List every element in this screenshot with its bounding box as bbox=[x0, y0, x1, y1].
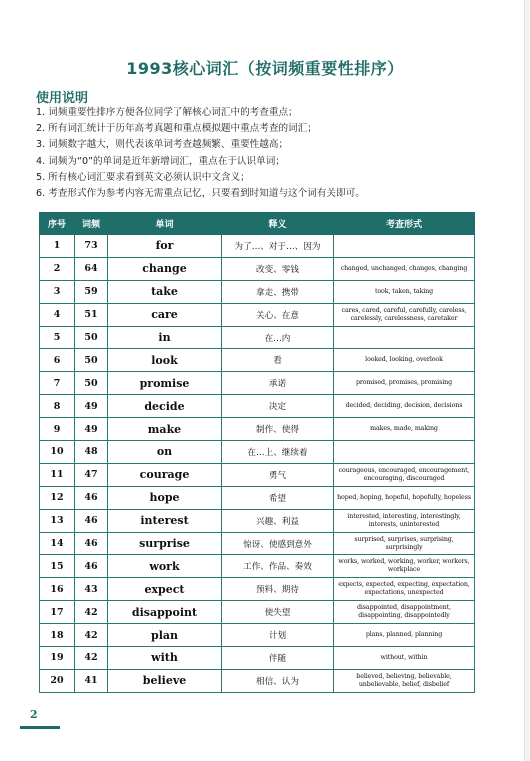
cell-forms: makes, made, making bbox=[334, 418, 475, 441]
cell-definition: 制作、使得 bbox=[222, 418, 334, 441]
cell-number: 11 bbox=[40, 463, 75, 486]
cell-definition: 为了…、对于…、因为 bbox=[222, 235, 334, 258]
cell-frequency: 42 bbox=[75, 624, 108, 647]
cell-frequency: 73 bbox=[75, 235, 108, 258]
usage-note: 4. 词频为“0”的单词是近年新增词汇，重点在于认识单词； bbox=[36, 155, 285, 167]
cell-number: 12 bbox=[40, 486, 75, 509]
cell-frequency: 64 bbox=[75, 257, 108, 280]
cell-forms: believed, believing, believable, unbelievable, belief, disbelief bbox=[334, 669, 475, 692]
table-row bbox=[40, 326, 475, 349]
cell-frequency: 59 bbox=[75, 280, 108, 303]
cell-number: 5 bbox=[40, 326, 75, 349]
table-row bbox=[40, 601, 475, 624]
cell-word: change bbox=[108, 257, 222, 280]
table-row bbox=[40, 349, 475, 372]
cell-frequency: 42 bbox=[75, 647, 108, 670]
usage-note: 2. 所有词汇统计于历年高考真题和重点模拟题中重点考查的词汇； bbox=[36, 123, 317, 135]
table-row bbox=[40, 303, 475, 326]
cell-forms: took, taken, taking bbox=[334, 280, 475, 303]
cell-number: 19 bbox=[40, 647, 75, 670]
cell-word: in bbox=[108, 326, 222, 349]
cell-forms: interested, interesting, interestingly, interests, uninterested bbox=[334, 509, 475, 532]
cell-forms bbox=[334, 235, 475, 258]
table-row bbox=[40, 418, 475, 441]
cell-definition: 承诺 bbox=[222, 372, 334, 395]
cell-frequency: 46 bbox=[75, 509, 108, 532]
cell-word: care bbox=[108, 303, 222, 326]
cell-frequency: 46 bbox=[75, 555, 108, 578]
table-row bbox=[40, 280, 475, 303]
cell-number: 18 bbox=[40, 624, 75, 647]
cell-number: 2 bbox=[40, 257, 75, 280]
cell-definition: 预料、期待 bbox=[222, 578, 334, 601]
cell-number: 15 bbox=[40, 555, 75, 578]
cell-frequency: 46 bbox=[75, 486, 108, 509]
cell-frequency: 48 bbox=[75, 441, 108, 464]
table-row bbox=[40, 257, 475, 280]
cell-frequency: 50 bbox=[75, 349, 108, 372]
cell-word: work bbox=[108, 555, 222, 578]
page-number-rule bbox=[20, 726, 60, 729]
cell-number: 13 bbox=[40, 509, 75, 532]
table-row bbox=[40, 486, 475, 509]
cell-word: courage bbox=[108, 463, 222, 486]
cell-number: 7 bbox=[40, 372, 75, 395]
cell-number: 10 bbox=[40, 441, 75, 464]
usage-note: 3. 词频数字越大，则代表该单词考查越频繁、重要性越高； bbox=[36, 139, 289, 151]
cell-frequency: 41 bbox=[75, 669, 108, 692]
cell-number: 6 bbox=[40, 349, 75, 372]
cell-number: 9 bbox=[40, 418, 75, 441]
usage-heading: 使用说明 bbox=[36, 91, 89, 106]
cell-definition: 惊讶、使感到意外 bbox=[222, 532, 334, 555]
cell-word: expect bbox=[108, 578, 222, 601]
cell-word: surprise bbox=[108, 532, 222, 555]
cell-definition: 计划 bbox=[222, 624, 334, 647]
cell-forms: expects, expected, expecting, expectation, expectations, unexpected bbox=[334, 578, 475, 601]
header-forms: 考查形式 bbox=[334, 213, 475, 235]
cell-forms: cares, cared, careful, carefully, careless, carelessly, carelessness, caretaker bbox=[334, 303, 475, 326]
page-title: 1993核心词汇（按词频重要性排序） bbox=[126, 59, 404, 78]
cell-word: with bbox=[108, 647, 222, 670]
cell-frequency: 49 bbox=[75, 418, 108, 441]
table-row bbox=[40, 441, 475, 464]
cell-word: plan bbox=[108, 624, 222, 647]
cell-forms: looked, looking, overlook bbox=[334, 349, 475, 372]
cell-number: 16 bbox=[40, 578, 75, 601]
table-row bbox=[40, 532, 475, 555]
page-edge bbox=[524, 0, 530, 761]
cell-forms: changed, unchanged, changes, changing bbox=[334, 257, 475, 280]
cell-definition: 看 bbox=[222, 349, 334, 372]
cell-number: 3 bbox=[40, 280, 75, 303]
usage-note: 6. 考查形式作为参考内容无需重点记忆，只要看到时知道与这个词有关即可。 bbox=[36, 188, 365, 200]
table-row bbox=[40, 235, 475, 258]
cell-frequency: 50 bbox=[75, 372, 108, 395]
table-row bbox=[40, 372, 475, 395]
cell-definition: 改变、零钱 bbox=[222, 257, 334, 280]
cell-frequency: 49 bbox=[75, 395, 108, 418]
cell-definition: 在…上、继续着 bbox=[222, 441, 334, 464]
cell-definition: 兴趣、利益 bbox=[222, 509, 334, 532]
cell-definition: 勇气 bbox=[222, 463, 334, 486]
cell-forms: surprised, surprises, surprising, surprisingly bbox=[334, 532, 475, 555]
cell-frequency: 47 bbox=[75, 463, 108, 486]
cell-number: 8 bbox=[40, 395, 75, 418]
cell-word: look bbox=[108, 349, 222, 372]
cell-forms: courageous, encouraged, encouragement, encouraging, discouraged bbox=[334, 463, 475, 486]
table-row bbox=[40, 578, 475, 601]
cell-word: for bbox=[108, 235, 222, 258]
cell-definition: 使失望 bbox=[222, 601, 334, 624]
table-body bbox=[40, 235, 475, 693]
page-number: 2 bbox=[30, 708, 38, 721]
cell-definition: 关心、在意 bbox=[222, 303, 334, 326]
cell-number: 14 bbox=[40, 532, 75, 555]
cell-definition: 工作、作品、奏效 bbox=[222, 555, 334, 578]
cell-definition: 伴随 bbox=[222, 647, 334, 670]
cell-word: promise bbox=[108, 372, 222, 395]
table-row bbox=[40, 395, 475, 418]
cell-frequency: 51 bbox=[75, 303, 108, 326]
cell-forms: works, worked, working, worker, workers, workplace bbox=[334, 555, 475, 578]
table-row bbox=[40, 624, 475, 647]
cell-frequency: 46 bbox=[75, 532, 108, 555]
cell-definition: 拿走、携带 bbox=[222, 280, 334, 303]
header-number: 序号 bbox=[40, 213, 75, 235]
header-frequency: 词频 bbox=[75, 213, 108, 235]
cell-word: interest bbox=[108, 509, 222, 532]
cell-definition: 决定 bbox=[222, 395, 334, 418]
cell-forms bbox=[334, 441, 475, 464]
cell-definition: 希望 bbox=[222, 486, 334, 509]
cell-frequency: 50 bbox=[75, 326, 108, 349]
usage-note: 5. 所有核心词汇要求看到英文必须认识中文含义； bbox=[36, 171, 250, 183]
table-row bbox=[40, 555, 475, 578]
table-header-row bbox=[40, 213, 475, 235]
cell-frequency: 42 bbox=[75, 601, 108, 624]
usage-notes bbox=[36, 105, 506, 202]
cell-word: hope bbox=[108, 486, 222, 509]
cell-number: 20 bbox=[40, 669, 75, 692]
cell-word: on bbox=[108, 441, 222, 464]
cell-number: 4 bbox=[40, 303, 75, 326]
header-definition: 释义 bbox=[222, 213, 334, 235]
cell-definition: 在…内 bbox=[222, 326, 334, 349]
cell-forms: promised, promises, promising bbox=[334, 372, 475, 395]
cell-word: make bbox=[108, 418, 222, 441]
cell-frequency: 43 bbox=[75, 578, 108, 601]
table-row bbox=[40, 647, 475, 670]
cell-forms: plans, planned, planning bbox=[334, 624, 475, 647]
cell-word: take bbox=[108, 280, 222, 303]
cell-forms: disappointed, disappointment, disappointing, disappointedly bbox=[334, 601, 475, 624]
cell-forms: without, within bbox=[334, 647, 475, 670]
cell-definition: 相信、认为 bbox=[222, 669, 334, 692]
table-row bbox=[40, 509, 475, 532]
cell-word: disappoint bbox=[108, 601, 222, 624]
cell-forms: decided, deciding, decision, decisions bbox=[334, 395, 475, 418]
table-row bbox=[40, 669, 475, 692]
cell-forms: hoped, hoping, hopeful, hopefully, hopeless bbox=[334, 486, 475, 509]
usage-note: 1. 词频重要性排序方便各位同学了解核心词汇中的考查重点； bbox=[36, 107, 298, 118]
vocabulary-table bbox=[39, 212, 475, 693]
cell-word: decide bbox=[108, 395, 222, 418]
header-word: 单词 bbox=[108, 213, 222, 235]
cell-word: believe bbox=[108, 669, 222, 692]
cell-forms bbox=[334, 326, 475, 349]
cell-number: 1 bbox=[40, 235, 75, 258]
table-row bbox=[40, 463, 475, 486]
cell-number: 17 bbox=[40, 601, 75, 624]
